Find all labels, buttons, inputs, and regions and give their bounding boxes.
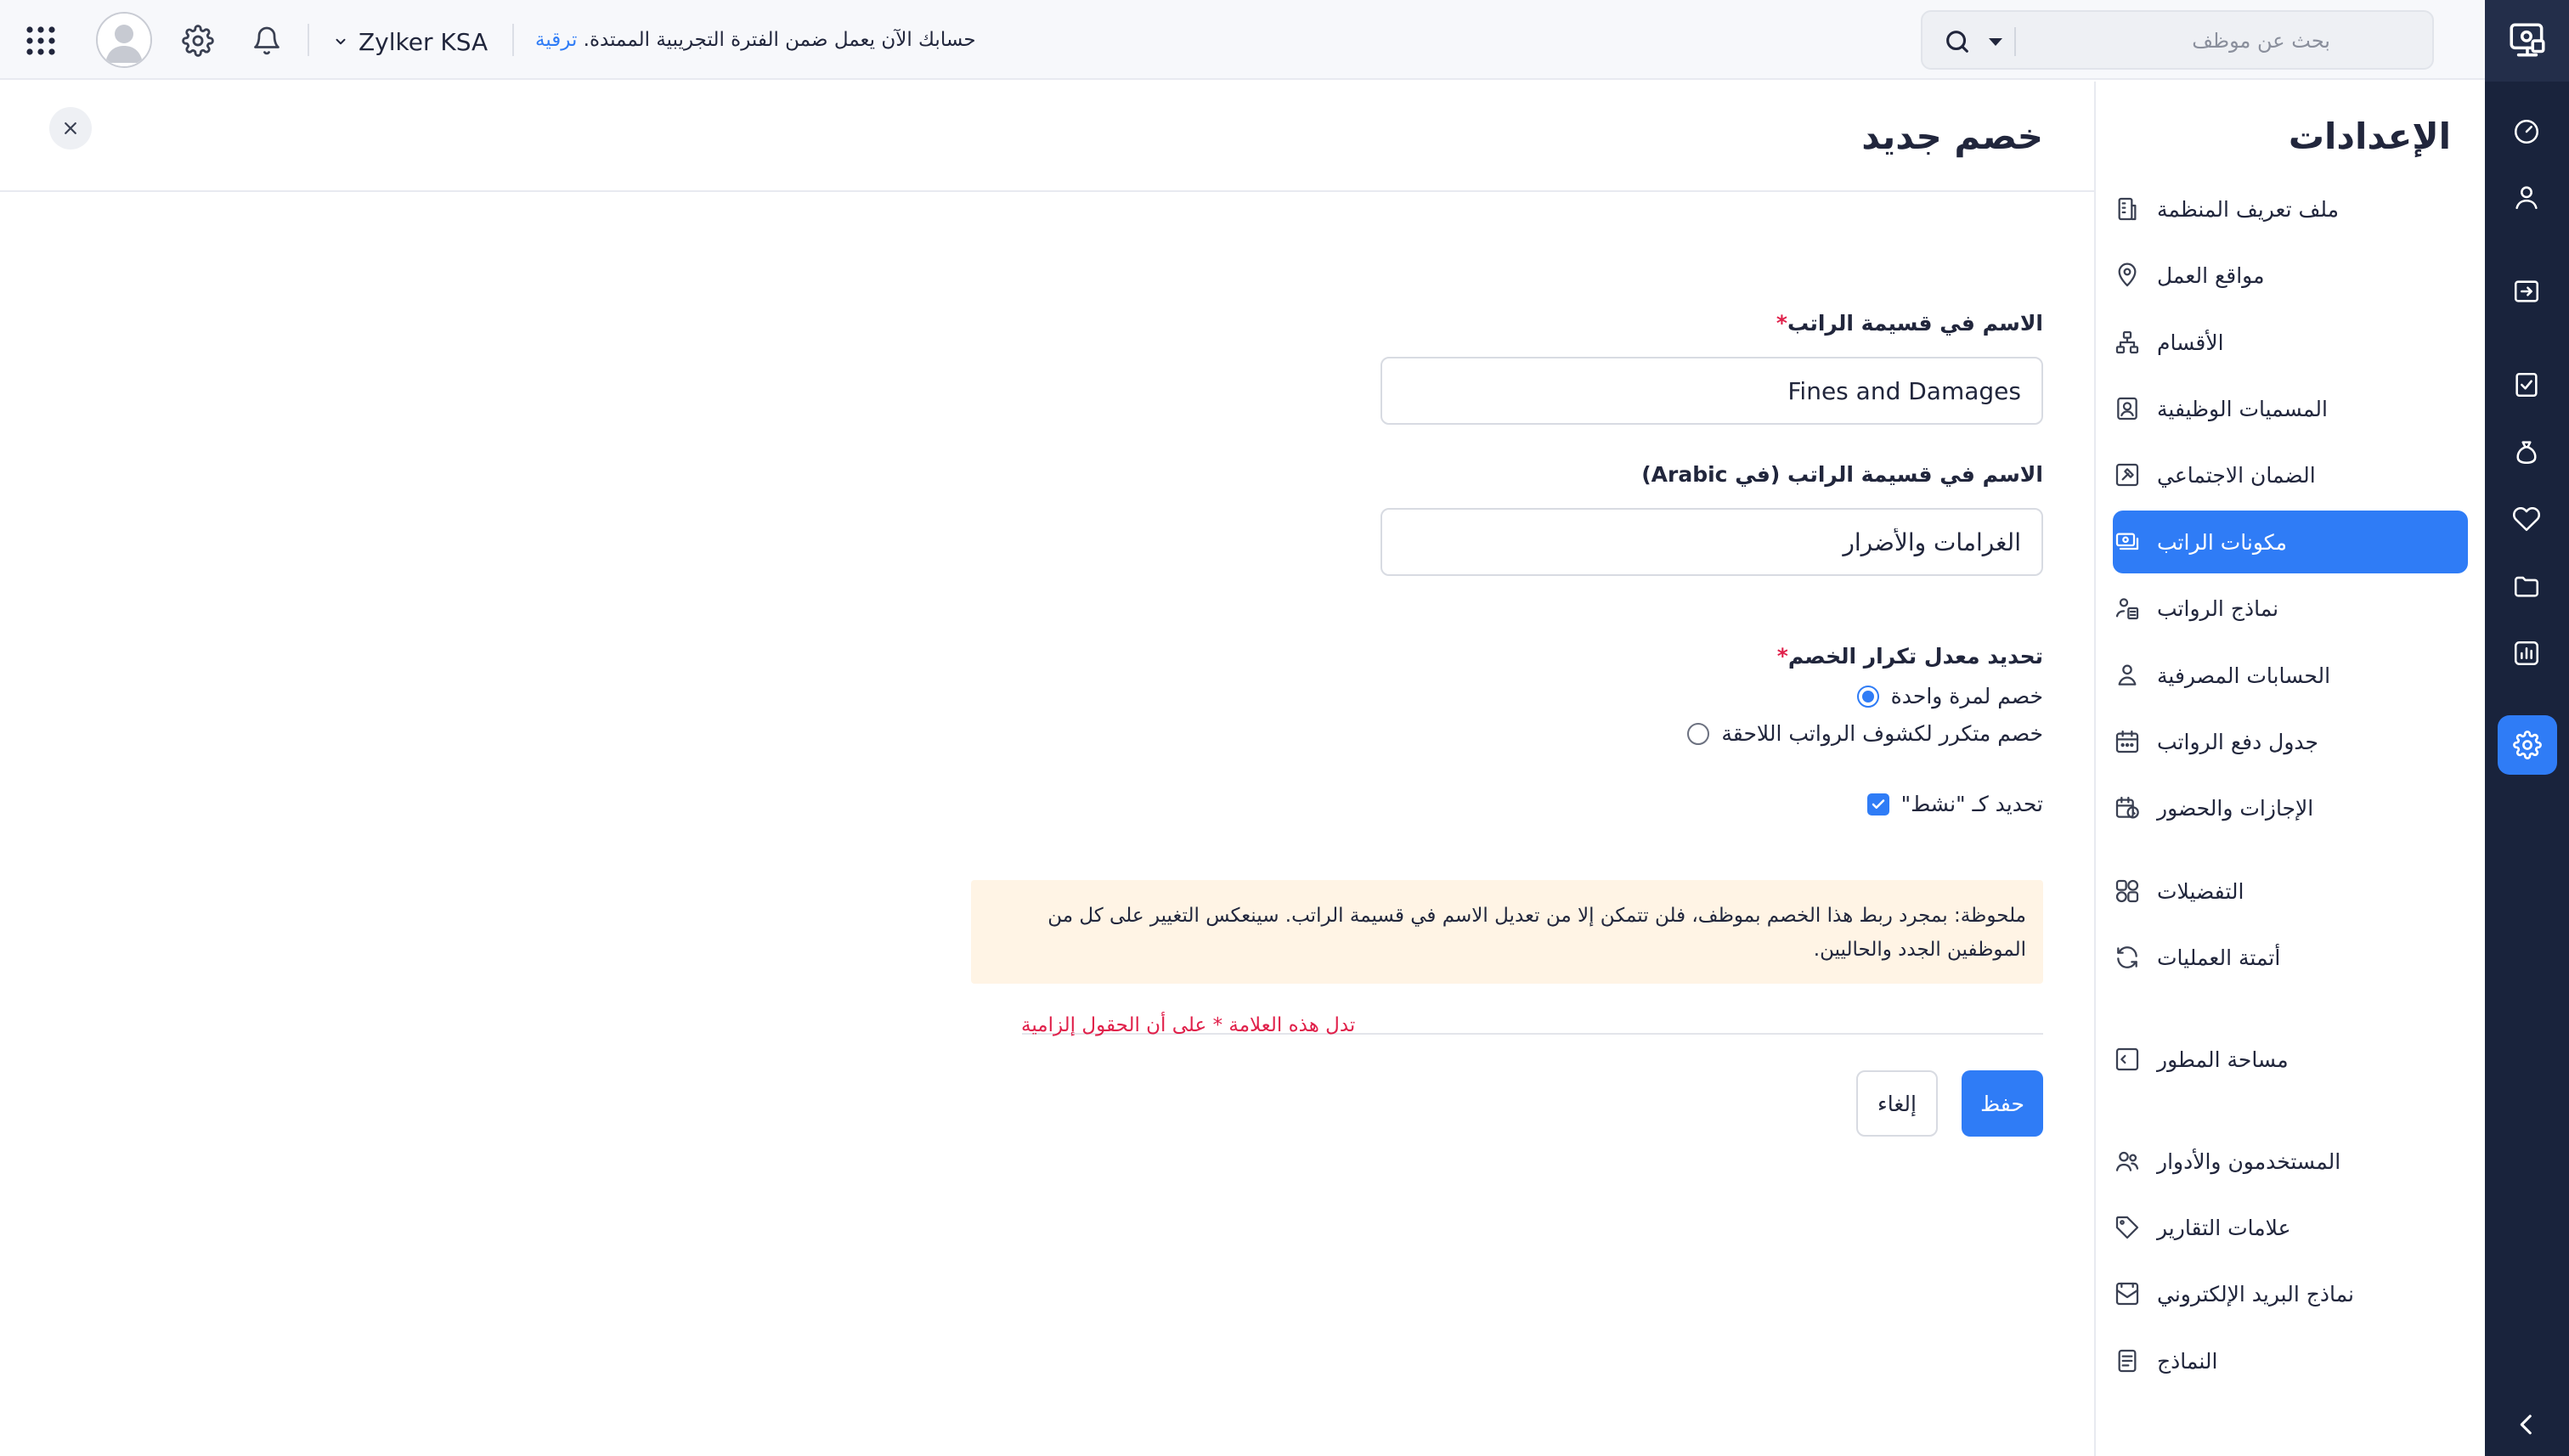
required-mark: *	[1776, 311, 1787, 336]
sidebar-item-users[interactable]	[2113, 1130, 2468, 1193]
sidebar-item-document[interactable]	[2113, 1329, 2468, 1392]
payroll-logo-icon[interactable]	[2485, 0, 2569, 82]
top-bar	[0, 0, 2485, 80]
sidebar-item-label: أتمتة العمليات	[2157, 945, 2281, 970]
search-input[interactable]	[2024, 24, 2330, 58]
calendar-icon	[2113, 727, 2142, 756]
chevron-down-icon	[333, 34, 348, 49]
employee-search[interactable]	[1921, 10, 2434, 70]
close-button[interactable]	[49, 107, 92, 150]
payslip-name-input[interactable]	[1380, 357, 2043, 425]
sidebar-item-preferences[interactable]	[2113, 860, 2468, 923]
org-name: Zylker KSA	[359, 27, 488, 56]
dashboard-gauge-icon[interactable]	[2507, 112, 2546, 151]
close-icon	[62, 120, 79, 137]
sidebar-item-code[interactable]	[2113, 1028, 2468, 1091]
radio-one-time-label: خصم لمرة واحدة	[1890, 684, 2043, 708]
trial-banner	[535, 29, 976, 51]
payslip-name-label: الاسم في قسيمة الراتب*	[1776, 311, 2043, 336]
payslip-name-arabic-label: الاسم في قسيمة الراتب (في Arabic)	[1641, 462, 2043, 487]
money-icon	[2113, 528, 2142, 556]
refresh-icon	[2113, 943, 2142, 972]
sidebar-item-tag[interactable]	[2113, 1196, 2468, 1259]
building-icon	[2113, 195, 2142, 223]
sidebar-title: الإعدادات	[2288, 116, 2451, 157]
cancel-button[interactable]: إلغاء	[1856, 1070, 1938, 1137]
topbar-divider	[308, 24, 309, 56]
collapse-chevron-left-icon[interactable]	[2512, 1410, 2541, 1439]
sidebar-item-building[interactable]	[2113, 178, 2468, 240]
notification-bell-icon[interactable]	[251, 25, 282, 57]
document-icon	[2113, 1346, 2142, 1375]
id-badge-icon	[2113, 394, 2142, 423]
search-filter-dropdown-icon[interactable]	[1987, 37, 2004, 48]
settings-gear-icon[interactable]	[2498, 715, 2557, 775]
search-icon[interactable]	[1943, 27, 1972, 56]
info-note: ملحوظة: بمجرد ربط هذا الخصم بموظف، فلن تتمكن إلا من تعديل الاسم في قسيمة الراتب. سينعكس التغيير على كل من الموظفين الجدد والحاليين.	[971, 880, 2043, 984]
benefits-heart-icon[interactable]	[2507, 499, 2546, 539]
money-bag-icon[interactable]	[2507, 432, 2546, 471]
sidebar-item-label: علامات التقارير	[2157, 1215, 2291, 1240]
user-bank-icon	[2113, 661, 2142, 690]
org-switcher[interactable]	[333, 25, 488, 58]
sidebar-item-label: جدول دفع الرواتب	[2157, 729, 2318, 754]
radio-one-time[interactable]	[1857, 684, 2043, 708]
reports-chart-icon[interactable]	[2507, 634, 2546, 673]
sidebar-item-calendar[interactable]	[2113, 710, 2468, 773]
sidebar-item-label: مواقع العمل	[2157, 262, 2265, 288]
sidebar-item-label: الإجازات والحضور	[2157, 795, 2314, 821]
code-icon	[2113, 1045, 2142, 1074]
avatar[interactable]	[96, 12, 152, 68]
required-fields-note: تدل هذه العلامة * على أن الحقول إلزامية	[1021, 1014, 1356, 1036]
sidebar-item-calendar-clock[interactable]	[2113, 776, 2468, 839]
deduction-form	[968, 192, 2043, 1126]
save-button[interactable]: حفظ	[1962, 1070, 2043, 1137]
employees-user-icon[interactable]	[2507, 178, 2546, 217]
apps-grid-icon[interactable]	[25, 25, 56, 56]
sidebar-item-mail-template[interactable]	[2113, 1262, 2468, 1325]
org-chart-icon	[2113, 328, 2142, 357]
sidebar-item-label: مساحة المطور	[2157, 1047, 2289, 1072]
app-rail	[2485, 0, 2569, 1456]
sidebar-item-label: المسميات الوظيفية	[2157, 396, 2328, 421]
checkmark-icon	[1871, 797, 1886, 812]
search-divider	[2014, 27, 2016, 56]
trial-text: حسابك الآن يعمل ضمن الفترة التجريبية الممتدة.	[583, 29, 976, 51]
sidebar-item-label: المستخدمون والأدوار	[2157, 1148, 2341, 1174]
mark-active-label: تحديد كـ "نشط"	[1900, 792, 2043, 816]
sidebar-item-shield-hammer[interactable]	[2113, 443, 2468, 506]
sidebar-item-label: مكونات الراتب	[2157, 529, 2287, 555]
sidebar-item-money[interactable]	[2113, 511, 2468, 573]
user-template-icon	[2113, 594, 2142, 623]
upgrade-link[interactable]: ترقية	[535, 29, 578, 51]
sidebar-item-refresh[interactable]	[2113, 926, 2468, 989]
map-pin-icon	[2113, 261, 2142, 290]
settings-sidebar	[2094, 82, 2485, 1456]
sidebar-item-label: الضمان الاجتماعي	[2157, 462, 2316, 488]
deduction-frequency-label: تحديد معدل تكرار الخصم*	[1776, 644, 2043, 669]
radio-recurring-control[interactable]	[1687, 723, 1709, 745]
calendar-clock-icon	[2113, 793, 2142, 822]
mail-template-icon	[2113, 1279, 2142, 1308]
mark-active-checkbox[interactable]	[1867, 792, 2043, 816]
sidebar-item-org-chart[interactable]	[2113, 311, 2468, 374]
payslip-name-arabic-input[interactable]	[1380, 508, 2043, 576]
tag-icon	[2113, 1213, 2142, 1242]
checkbox-control[interactable]	[1867, 793, 1889, 815]
main-panel	[0, 82, 2094, 1456]
users-icon	[2113, 1147, 2142, 1176]
radio-recurring[interactable]	[1687, 721, 2043, 746]
sidebar-item-label: نماذج الرواتب	[2157, 595, 2279, 621]
radio-recurring-label: خصم متكرر لكشوف الرواتب اللاحقة	[1721, 721, 2043, 746]
sidebar-item-map-pin[interactable]	[2113, 244, 2468, 307]
settings-gear-icon[interactable]	[182, 25, 214, 57]
topbar-divider	[512, 24, 514, 56]
preferences-icon	[2113, 877, 2142, 906]
sidebar-item-id-badge[interactable]	[2113, 377, 2468, 440]
radio-one-time-control[interactable]	[1857, 686, 1879, 708]
approvals-check-icon[interactable]	[2507, 365, 2546, 404]
documents-folder-icon[interactable]	[2507, 567, 2546, 606]
sidebar-item-label: النماذج	[2157, 1348, 2218, 1374]
pay-runs-icon[interactable]	[2507, 272, 2546, 311]
sidebar-item-label: الحسابات المصرفية	[2157, 663, 2331, 688]
sidebar-item-user-bank[interactable]	[2113, 644, 2468, 707]
sidebar-item-user-template[interactable]	[2113, 577, 2468, 640]
page-title: خصم جديد	[1861, 116, 2043, 157]
sidebar-item-label: الأقسام	[2157, 330, 2224, 355]
shield-hammer-icon	[2113, 460, 2142, 489]
required-mark: *	[1776, 644, 1788, 669]
sidebar-item-label: التفضيلات	[2157, 878, 2244, 904]
sidebar-item-label: نماذج البريد الإلكتروني	[2157, 1281, 2355, 1306]
sidebar-item-label: ملف تعريف المنظمة	[2157, 196, 2340, 222]
